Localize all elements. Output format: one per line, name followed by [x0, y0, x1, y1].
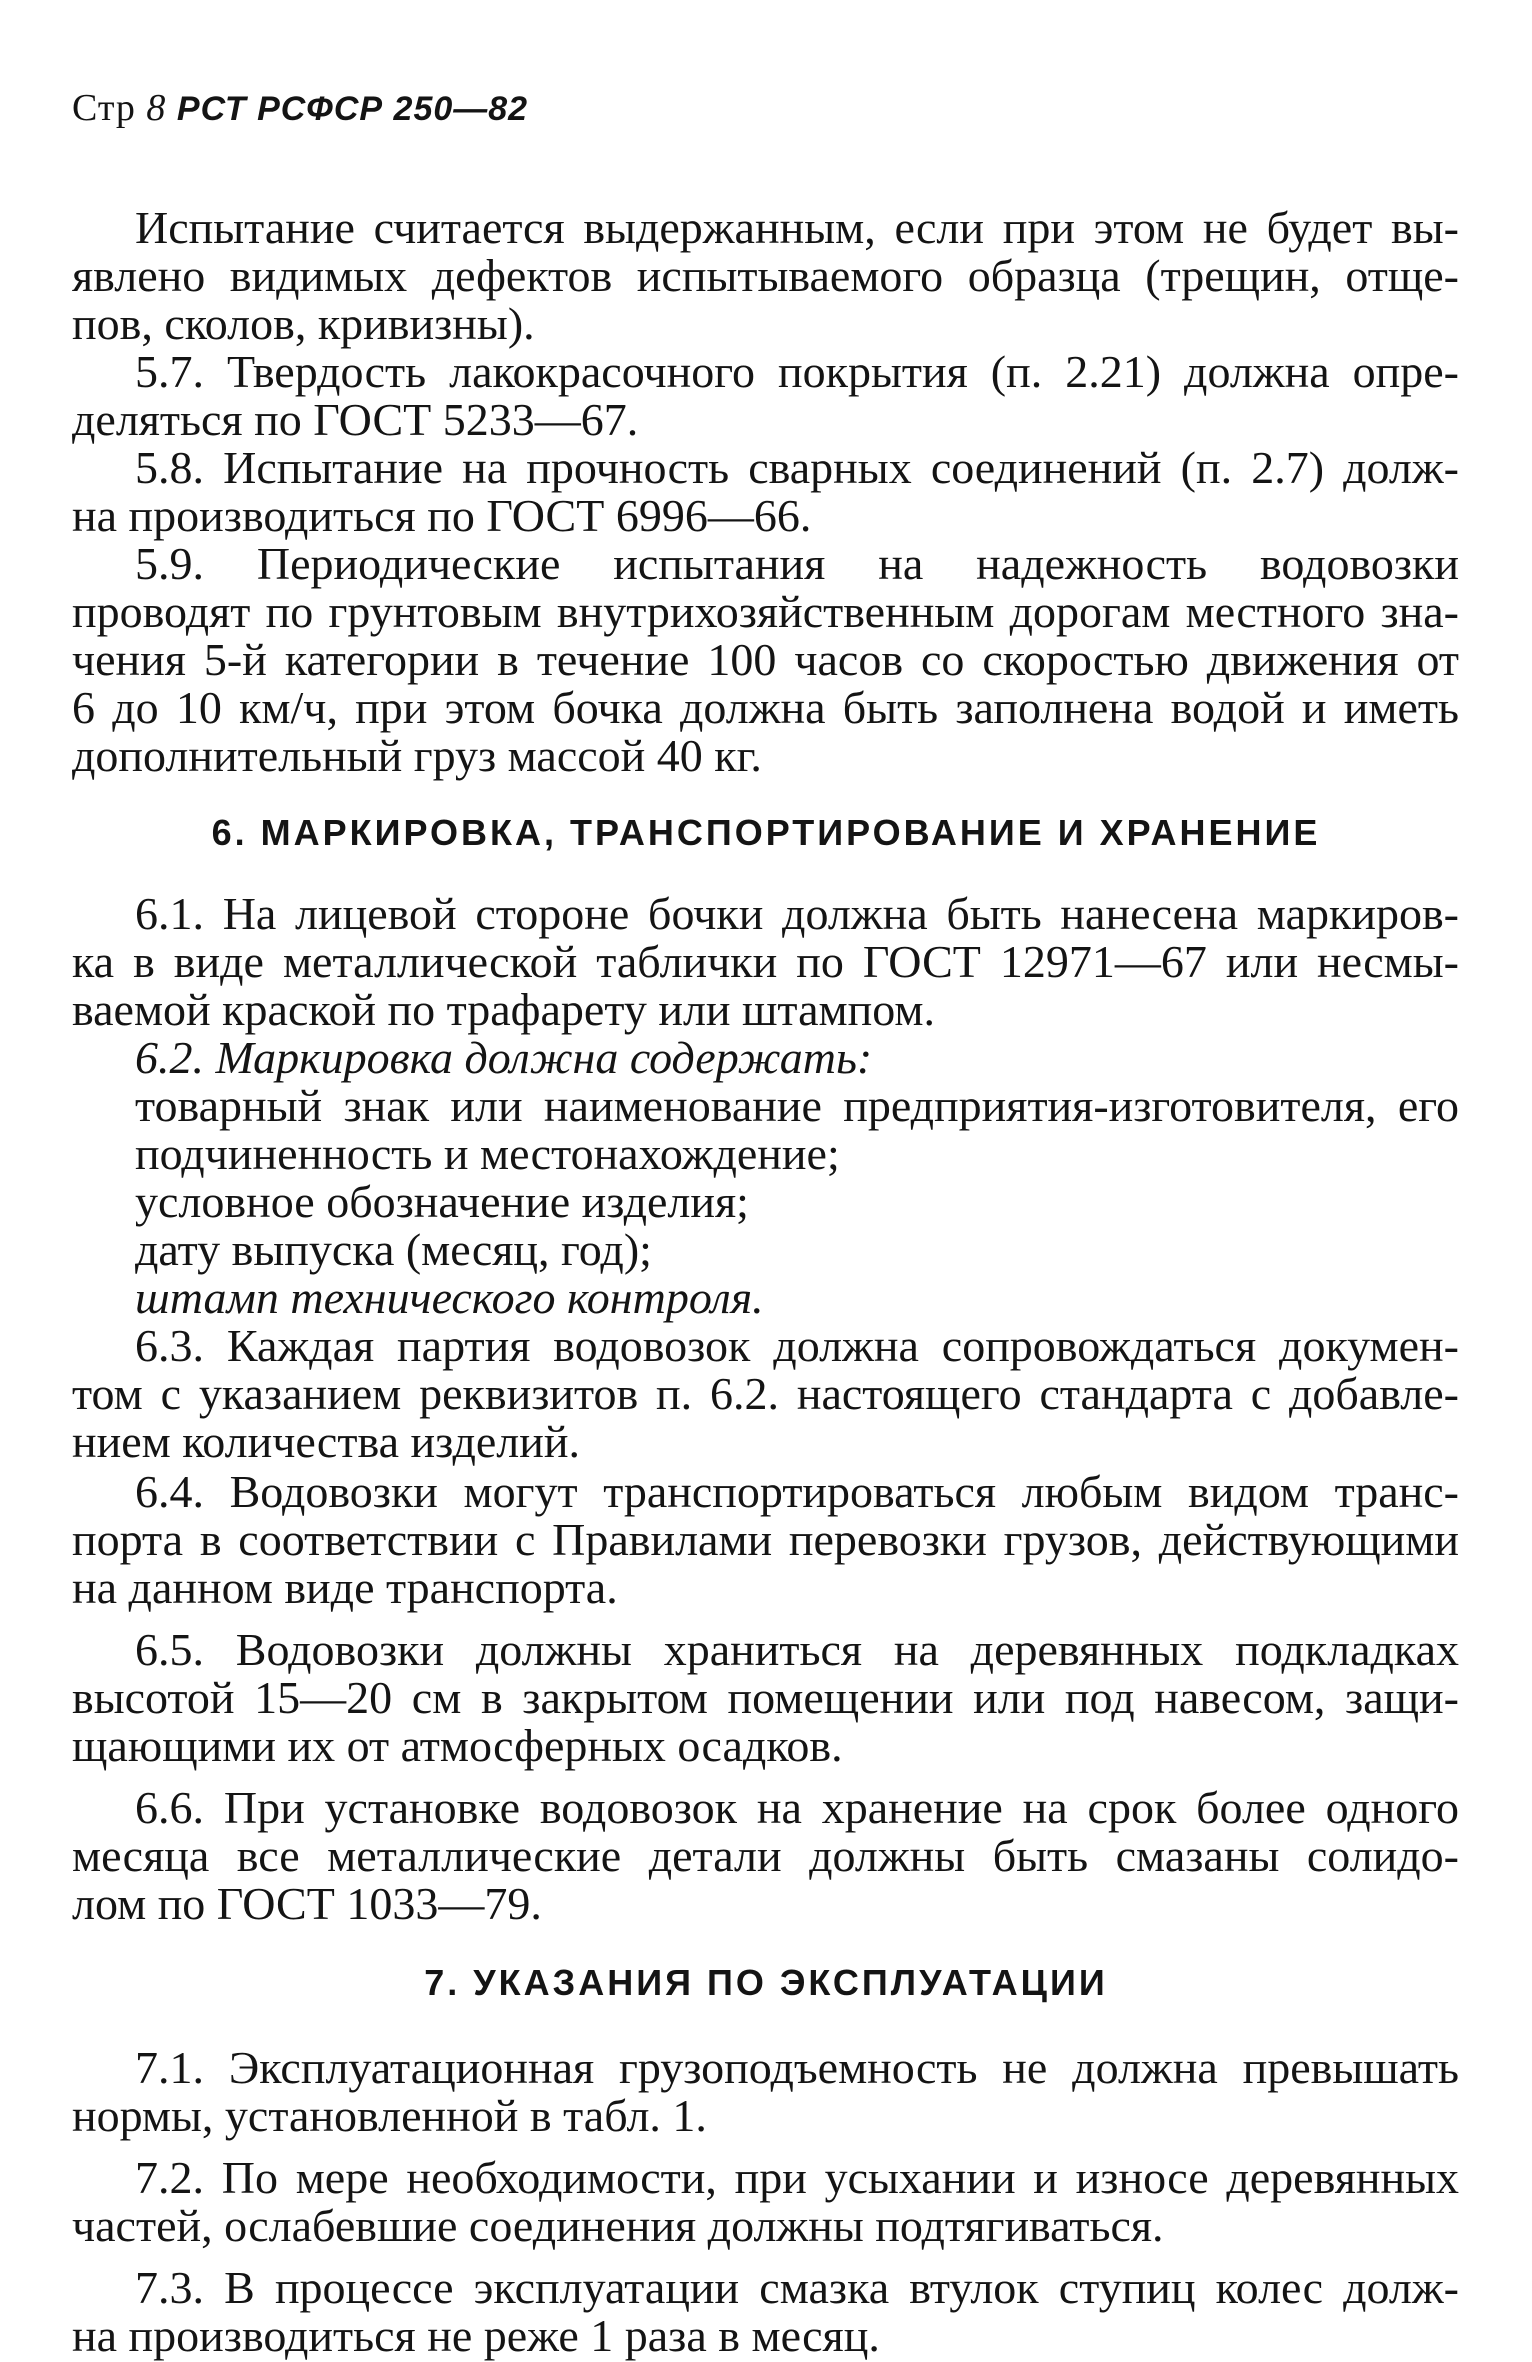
text-line: щающими их от атмосферных осадков. [72, 1720, 843, 1771]
text-line: ваемой краской по трафарету или штампом. [72, 984, 935, 1035]
text-line: 6.4. Водовозки могут транспортироваться любым видом транс- [135, 1466, 1459, 1517]
text-line: пов, сколов, кривизны). [72, 298, 535, 349]
text-line: 6.3. Каждая партия водовозок должна сопровождаться докумен- [135, 1320, 1459, 1371]
text-line: нием количества изделий. [72, 1416, 580, 1467]
text-line: штамп технического контроля. [135, 1272, 764, 1323]
section-7-heading: 7. УКАЗАНИЯ ПО ЭКСПЛУАТАЦИИ [424, 1962, 1108, 2003]
text-line: дату выпуска (месяц, год); [135, 1224, 652, 1275]
text-line: 7.1. Эксплуатационная грузоподъемность не должна превышать [135, 2042, 1459, 2093]
page-header [72, 86, 528, 130]
text-line: на производиться не реже 1 раза в месяц. [72, 2310, 880, 2361]
text-line: подчиненность и местонахождение; [135, 1128, 840, 1179]
text-line: частей, ослабевшие соединения должны подтягиваться. [72, 2200, 1164, 2251]
text-line: 5.7. Твердость лакокрасочного покрытия (п. 2.21) должна опре- [135, 346, 1459, 397]
text-line: 5.8. Испытание на прочность сварных соединений (п. 2.7) долж- [135, 442, 1459, 493]
text-line: явлено видимых дефектов испытываемого образца (трещин, отще- [72, 250, 1459, 301]
text-line: нормы, установленной в табл. 1. [72, 2090, 707, 2141]
text-line: ка в виде металлической таблички по ГОСТ 12971—67 или несмы- [72, 936, 1459, 987]
text-line: проводят по грунтовым внутрихозяйственным дорогам местного зна- [72, 586, 1459, 637]
text-line: товарный знак или наименование предприятия-изготовителя, его [135, 1080, 1459, 1131]
text-line: чения 5-й категории в течение 100 часов со скоростью движения от [72, 634, 1459, 685]
text-line: 7.2. По мере необходимости, при усыхании и износе деревянных [135, 2152, 1459, 2203]
text-line: месяца все металлические детали должны быть смазаны солидо- [72, 1830, 1459, 1881]
text-line: лом по ГОСТ 1033—79. [72, 1878, 542, 1929]
text-line: 7.3. В процессе эксплуатации смазка втулок ступиц колес долж- [135, 2262, 1459, 2313]
text-line: Испытание считается выдержанным, если при этом не будет вы- [135, 202, 1459, 253]
text-line: том с указанием реквизитов п. 6.2. настоящего стандарта с добавле- [72, 1368, 1459, 1419]
page-label: Стр [72, 87, 136, 129]
text-line: на данном виде транспорта. [72, 1562, 618, 1613]
text-line: 6.1. На лицевой стороне бочки должна быть нанесена маркиров- [135, 888, 1459, 939]
page-number: 8 [146, 87, 167, 129]
text-line: 5.9. Периодические испытания на надежность водовозки [135, 538, 1459, 589]
standard-designation: РСТ РСФСР 250—82 [176, 90, 529, 128]
text-line: 6.2. Маркировка должна содержать: [135, 1032, 873, 1083]
text-line: высотой 15—20 см в закрытом помещении или под навесом, защи- [72, 1672, 1459, 1723]
text-line: дополнительный груз массой 40 кг. [72, 730, 762, 781]
section-6-heading: 6. МАРКИРОВКА, ТРАНСПОРТИРОВАНИЕ И ХРАНЕНИЕ [211, 812, 1321, 853]
text-line: условное обозначение изделия; [135, 1176, 749, 1227]
text-line: на производиться по ГОСТ 6996—66. [72, 490, 812, 541]
text-line: деляться по ГОСТ 5233—67. [72, 394, 639, 445]
text-line: 6.6. При установке водовозок на хранение на срок более одного [135, 1782, 1459, 1833]
text-line: 6 до 10 км/ч, при этом бочка должна быть заполнена водой и иметь [72, 682, 1459, 733]
text-line: 6.5. Водовозки должны храниться на деревянных подкладках [135, 1624, 1459, 1675]
text-line: порта в соответствии с Правилами перевозки грузов, действующими [72, 1514, 1459, 1565]
